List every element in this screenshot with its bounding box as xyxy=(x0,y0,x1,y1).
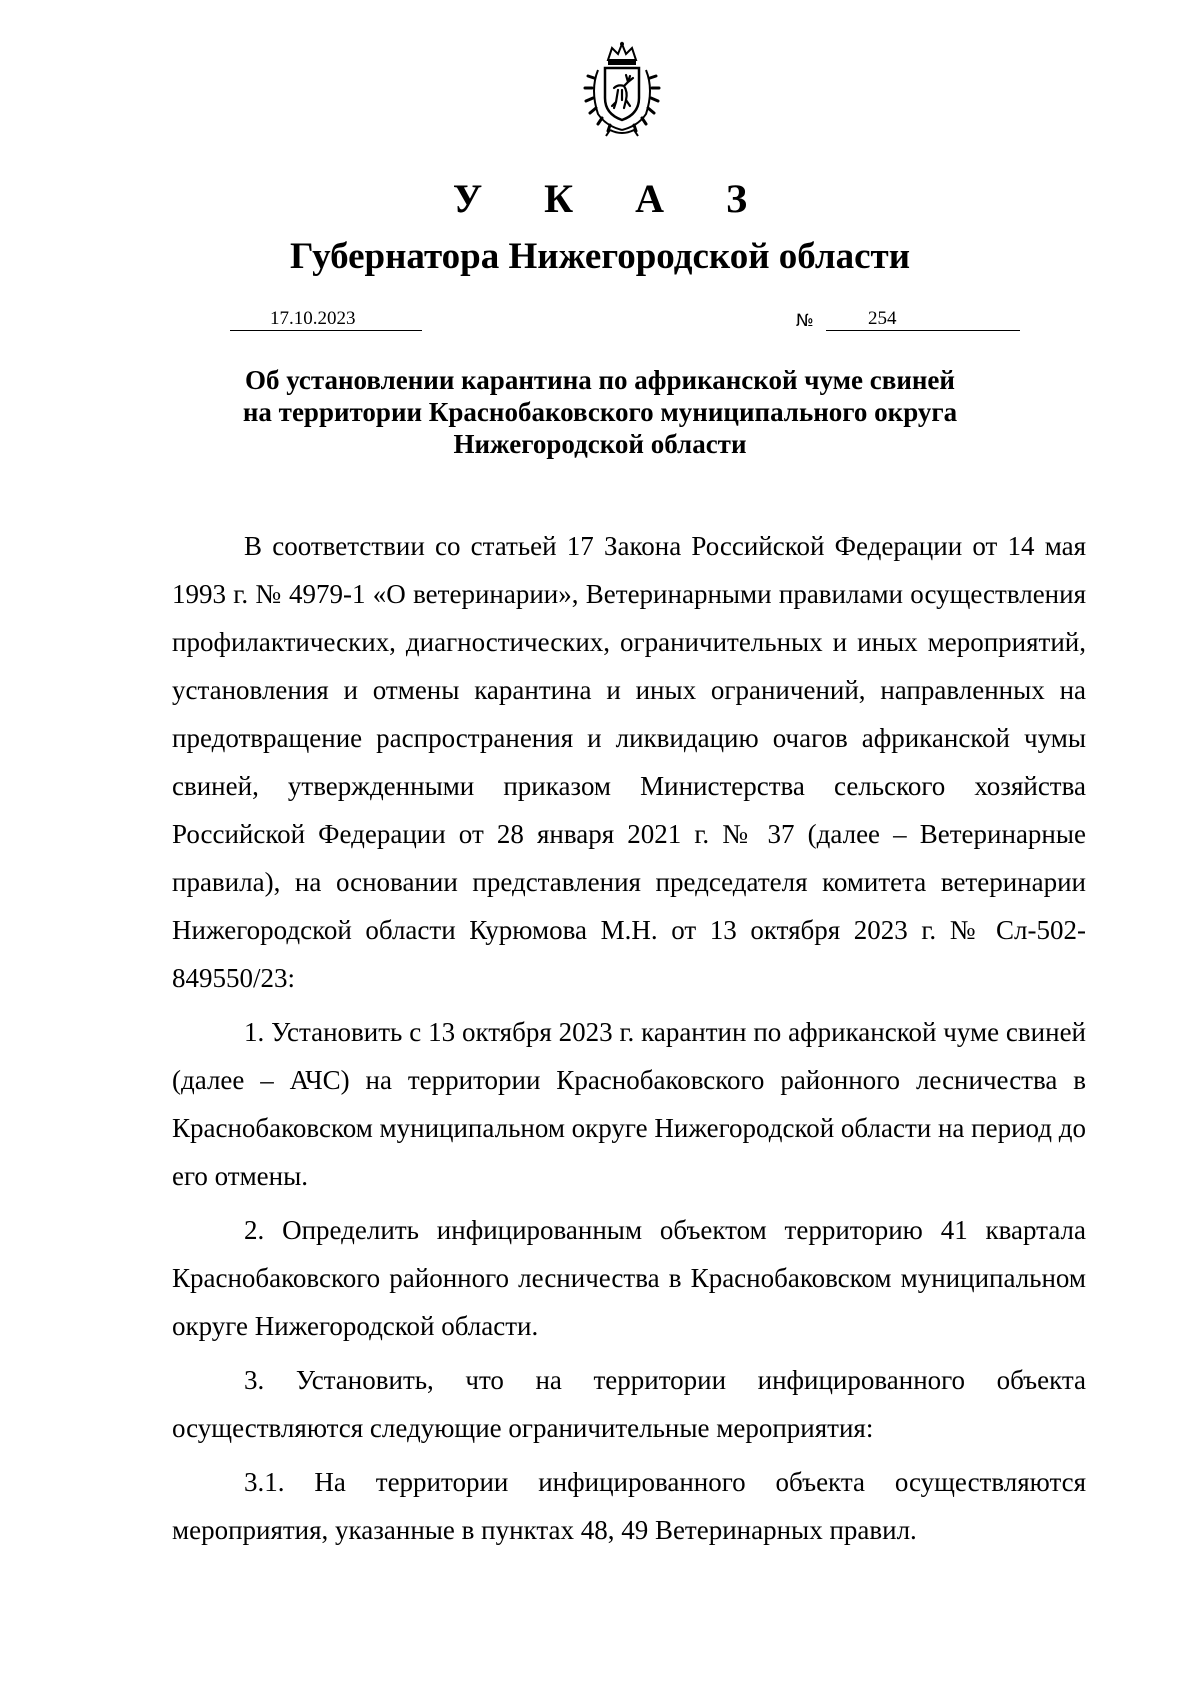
document-body xyxy=(172,522,1086,1560)
number-label: № xyxy=(796,311,814,331)
document-number: 254 xyxy=(868,308,897,329)
clause-1-paragraph: 1. Установить с 13 октября 2023 г. карантин по африканской чуме свиней (далее – АЧС) на территории Краснобаковского районного лесничества в Краснобаковском муниципальном округе Нижегородской области на период до его отмены. xyxy=(172,1017,1086,1191)
clause-2-paragraph: 2. Определить инфицированным объектом территорию 41 квартала Краснобаковского районного лесничества в Краснобаковском муниципальном округе Нижегородской области. xyxy=(172,1215,1086,1341)
title-line: на территории Краснобаковского муниципального округа xyxy=(242,397,958,427)
number-field xyxy=(826,308,1020,331)
nizhny-novgorod-coat-of-arms-icon xyxy=(572,40,672,140)
title-line: Нижегородской области xyxy=(453,429,747,459)
document-date: 17.10.2023 xyxy=(270,308,356,329)
preamble-paragraph: В соответствии со статьей 17 Закона Российской Федерации от 14 мая 1993 г. № 4979-1 «О ветеринарии», Ветеринарными правилами осуществления профилактических, диагностических, ограничительных и иных мероприятий, установления и отмены карантина и иных ограничений, направленных на предотвращение распространения и ликвидацию очагов африканской чумы свиней, утвержденными приказом Министерства сельского хозяйства Российской Федерации от 28 января 2021 г. № 37 (далее – Ветеринарные правила), на основании представления председателя комитета ветеринарии Нижегородской области Курюмова М.Н. от 13 октября 2023 г. № Сл-502-849550/23: xyxy=(172,531,1086,993)
clause-3-1-paragraph: 3.1. На территории инфицированного объекта осуществляются мероприятия, указанные в пунктах 48, 49 Ветеринарных правил. xyxy=(172,1467,1086,1545)
date-field xyxy=(230,308,422,331)
issuer-heading: Губернатора Нижегородской области xyxy=(289,236,911,277)
clause-3-paragraph: 3. Установить, что на территории инфицированного объекта осуществляются следующие ограничительные мероприятия: xyxy=(172,1365,1086,1443)
document-title xyxy=(0,364,1200,460)
decree-heading: У К А З xyxy=(452,176,774,221)
title-line: Об установлении карантина по африканской чуме свиней xyxy=(245,365,955,395)
